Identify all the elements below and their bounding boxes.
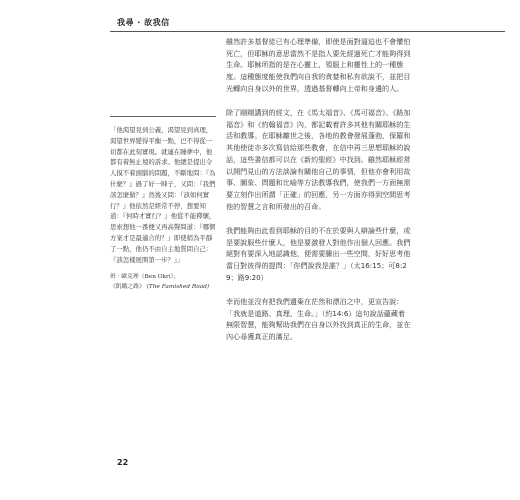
body-text-column [226,36,412,355]
pull-quote-attribution [110,273,216,292]
attribution-work-title: 《飢餓之路》 [110,283,145,290]
attribution-work-english: (The Famished Road) [146,283,210,290]
page-number: 22 [117,458,129,467]
body-paragraph: 雖然許多基督徒已有心理準備，即使是面對逼迫也不會懼怕死亡，但耶穌的意思當然不是指人要先經過死亡才能夠得到生命。耶穌所指的是在心靈上，領服上和靈性上的一種態度。這種態度能使我們向自我的貪婪和私有欲說不，並把目光轉向自身以外的世界，透過基督轉向上帝和身邊的人。 [226,37,411,93]
body-paragraph: 我們能夠由此看到耶穌的目的不在於要與人辯論些什麼，或是要說服些什麼人，他是要激發人對他作出個人回應。我們絕對有要深入地認識他，便需要騰出一些空間，好好思考他當日對彼得的提問：「你們說我是誰？」（太16:15；可8:29；路9:20） [226,225,411,282]
pull-quote-text: 「他渴望見到公義，渴望見到真理，渴望世界變得平衡一點，巴不得從一切都在此刻實現。就連在睡夢中，他都有着無止境的訴求。他總是提出令人摸不着頭腦的問題，不斷地問：『為什麼？』過了好一陣子，又問：『我們該怎麼做？』然後又問：『該如何實行？』他依然是經常不停，想要知道：『何時才實行？』他從不能釋懷，思索想他一番便又再高聲問道：『哪個方案才是最適合的？』即使稍為平靜了一點，他仍不由自主地質問自己：『該怎樣展開第一步？』」 [110,126,216,264]
body-paragraph: 除了剛剛講到的經文，在《馬太福音》、《馬可福音》、《路加福音》和《約翰福音》內，都記載着許多其他有關耶穌的生活和教導。在耶穌離世之後，各地的教會發展蓬勃，保羅和其他使徒亦多次寫信給那些教會，在信中再三思想耶穌的說話，這些書信都可以在《新約聖經》中找到。雖然耶穌經常以開門見山的方法談論有關他自己的事情，但他亦會利用故事、圖象、問題和比喻等方法教導我們，使我們一方面無需要立刻作出所謂「正確」的回應，另一方面亦得到空間思考他的智慧之言和所發出的召命。 [226,108,411,211]
body-paragraph: 幸而他並沒有把我們遺棄在茫然和漂泊之中，更宣告說：「我就是道路、真理、生命。」（約14:6）這句說話蘊藏着無限智慧，能夠幫助我們在自身以外找到真正的生命，並在內心尋獲真正的滿足。 [226,296,411,341]
header-divider [110,31,505,32]
sidebar-pull-quote [110,116,216,292]
running-header-title: 我尋 · 故我信 [117,18,170,27]
attribution-author: 班 · 歐克理（Ben Okri）， [110,274,180,281]
